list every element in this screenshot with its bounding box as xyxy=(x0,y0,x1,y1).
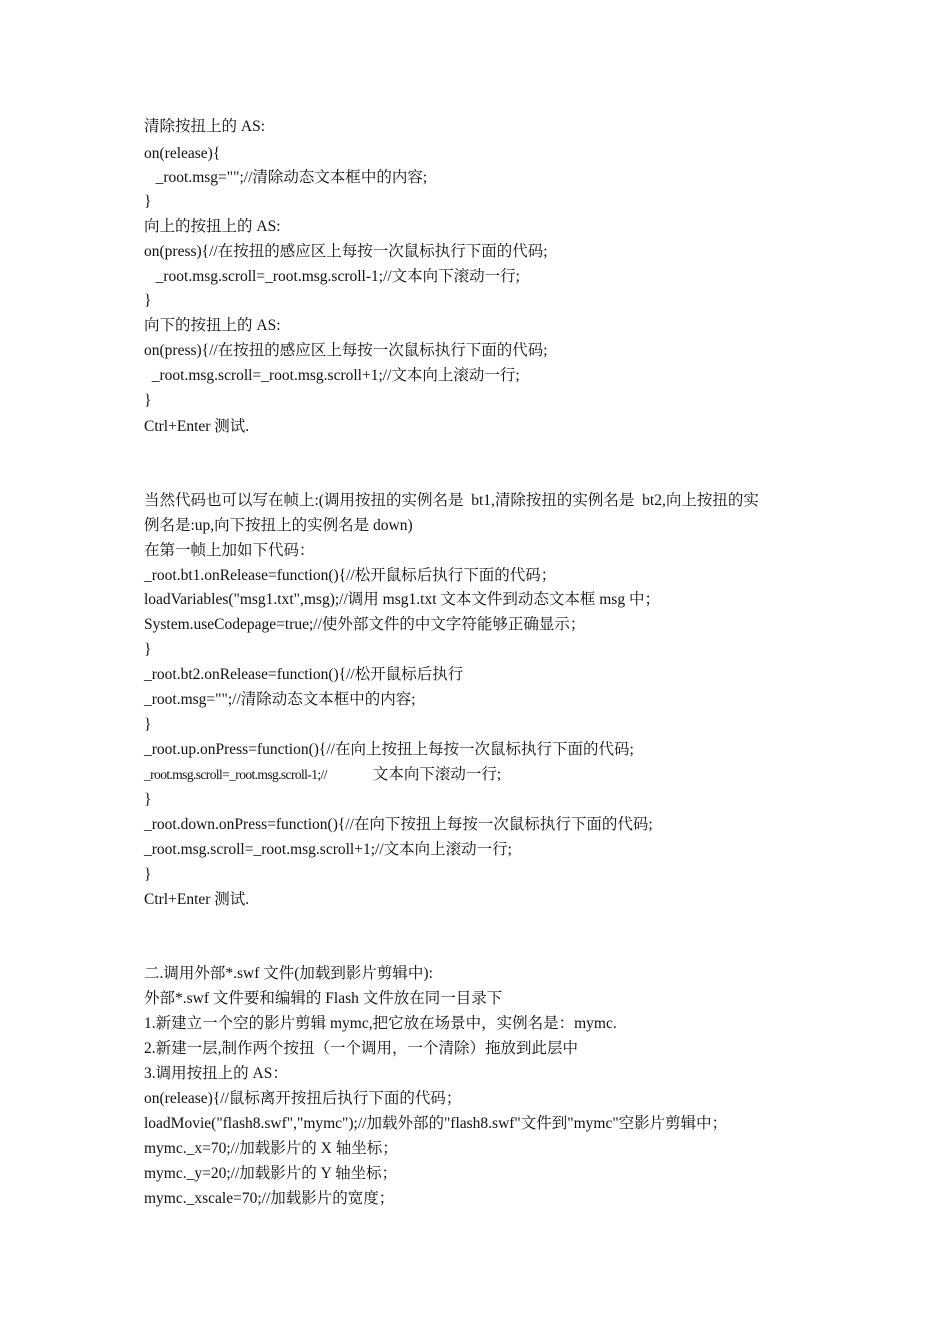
code-line: _root.msg.scroll=_root.msg.scroll+1;//文本向上滚动一行; xyxy=(144,841,512,858)
code-line: _root.msg="";//清除动态文本框中的内容; xyxy=(144,169,428,186)
code-line: _root.msg.scroll=_root.msg.scroll-1;//文本向下滚动一行; xyxy=(144,268,520,285)
text-line: 当然代码也可以写在帧上:(调用按扭的实例名是 bt1,清除按扭的实例名是 bt2,向上按扭的实 xyxy=(144,492,759,509)
section-heading: 二.调用外部*.swf 文件(加载到影片剪辑中): xyxy=(144,965,433,982)
text-line: 清除按扭上的 AS: xyxy=(144,118,265,135)
code-comment: 文本向下滚动一行; xyxy=(372,766,502,783)
code-line: } xyxy=(144,193,152,210)
code-line: _root.msg.scroll=_root.msg.scroll+1;//文本向上滚动一行; xyxy=(144,367,520,384)
code-line: } xyxy=(144,866,152,883)
code-line: on(press){//在按扭的感应区上每按一次鼠标执行下面的代码; xyxy=(144,243,548,260)
code-line: on(release){ xyxy=(144,145,221,162)
code-line: _root.bt2.onRelease=function(){//松开鼠标后执行 xyxy=(144,666,464,683)
code-line: _root.msg="";//清除动态文本框中的内容; xyxy=(144,691,416,708)
code-line: } xyxy=(144,292,152,309)
code-line: on(release){//鼠标离开按扭后执行下面的代码； xyxy=(144,1090,462,1107)
code-line: loadMovie("flash8.swf","mymc");//加载外部的"flash8.swf"文件到"mymc"空影片剪辑中； xyxy=(144,1115,728,1132)
code-line: System.useCodepage=true;//使外部文件的中文字符能够正确显示； xyxy=(144,616,586,633)
code-line xyxy=(144,765,501,785)
code-line: } xyxy=(144,716,152,733)
code-line: _root.up.onPress=function(){//在向上按扭上每按一次鼠标执行下面的代码; xyxy=(144,741,634,758)
code-line: mymc._xscale=70;//加载影片的宽度； xyxy=(144,1190,395,1207)
code-line: } xyxy=(144,641,152,658)
code-line: on(press){//在按扭的感应区上每按一次鼠标执行下面的代码; xyxy=(144,342,548,359)
text-line: 3.调用按扭上的 AS： xyxy=(144,1065,288,1082)
code-line: _root.down.onPress=function(){//在向下按扭上每按一次鼠标执行下面的代码; xyxy=(144,816,653,833)
text-line: Ctrl+Enter 测试. xyxy=(144,891,250,908)
text-line: Ctrl+Enter 测试. xyxy=(144,418,250,435)
text-line: 1.新建立一个空的影片剪辑 mymc,把它放在场景中，实例名是：mymc. xyxy=(144,1015,617,1032)
code-line: } xyxy=(144,392,152,409)
text-line: 例名是:up,向下按扭上的实例名是 down) xyxy=(144,517,413,534)
text-line: 外部*.swf 文件要和编辑的 Flash 文件放在同一目录下 xyxy=(144,990,503,1007)
text-line: 向下的按扭上的 AS: xyxy=(144,317,281,334)
code-line: loadVariables("msg1.txt",msg);//调用 msg1.txt 文本文件到动态文本框 msg 中； xyxy=(144,591,660,608)
code-line: mymc._y=20;//加载影片的 Y 轴坐标； xyxy=(144,1165,398,1182)
code-line: } xyxy=(144,791,152,808)
code-line: _root.bt1.onRelease=function(){//松开鼠标后执行下面的代码； xyxy=(144,567,557,584)
code-line: mymc._x=70;//加载影片的 X 轴坐标； xyxy=(144,1140,398,1157)
code-fragment: _root.msg.scroll=_root.msg.scroll-1;// xyxy=(144,767,327,782)
text-line: 向上的按扭上的 AS: xyxy=(144,218,281,235)
text-line: 2.新建一层,制作两个按扭（一个调用，一个清除）拖放到此层中 xyxy=(144,1040,579,1057)
text-line: 在第一帧上加如下代码： xyxy=(144,542,315,559)
